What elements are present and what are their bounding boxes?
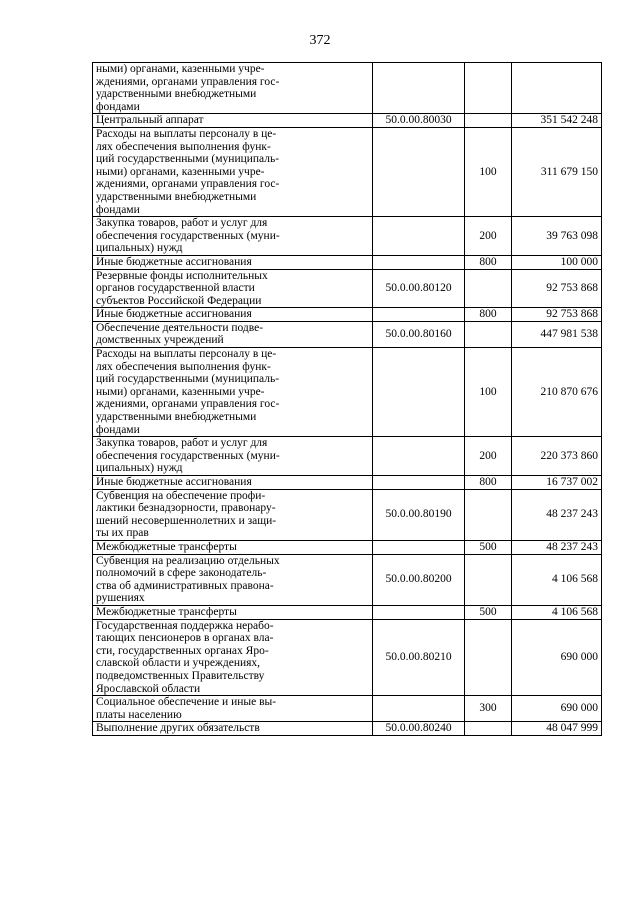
row-name-cell (93, 554, 373, 605)
row-name-cell (93, 540, 373, 554)
table-row (93, 114, 602, 128)
table-row (93, 619, 602, 696)
table-row (93, 255, 602, 269)
table-row (93, 605, 602, 619)
row-expense-kind-cell (465, 114, 512, 128)
row-expense-kind-cell (465, 540, 512, 554)
row-amount-text: 351 542 248 (540, 114, 598, 127)
row-amount-cell (512, 114, 602, 128)
row-amount-cell (512, 269, 602, 308)
row-code-cell (373, 476, 465, 490)
table-row (93, 217, 602, 256)
row-name-cell (93, 696, 373, 722)
row-expense-kind-cell (465, 217, 512, 256)
row-expense-kind-cell (465, 554, 512, 605)
row-amount-text: 311 679 150 (540, 165, 598, 178)
table-row (93, 476, 602, 490)
budget-table-body (93, 63, 602, 736)
row-expense-kind-text: 100 (479, 165, 497, 178)
row-code-cell (373, 722, 465, 736)
row-expense-kind-cell (465, 63, 512, 114)
row-amount-text: 48 047 999 (546, 722, 598, 735)
row-name-cell (93, 217, 373, 256)
row-name-text: Закупка товаров, работ и услуг для обеспечения государственных (муни- ципальных) нужд (96, 437, 280, 475)
row-name-cell (93, 308, 373, 322)
row-name-cell (93, 255, 373, 269)
row-expense-kind-cell (465, 489, 512, 540)
row-expense-kind-text: 200 (479, 229, 497, 242)
row-amount-cell (512, 619, 602, 696)
row-name-cell (93, 722, 373, 736)
row-code-cell (373, 308, 465, 322)
row-name-cell (93, 321, 373, 347)
row-code-cell (373, 696, 465, 722)
row-expense-kind-cell (465, 619, 512, 696)
row-expense-kind-text: 800 (479, 308, 497, 321)
row-amount-cell (512, 321, 602, 347)
row-amount-text: 92 753 868 (546, 308, 598, 321)
row-expense-kind-cell (465, 269, 512, 308)
row-amount-text: 220 373 860 (540, 449, 598, 462)
row-amount-cell (512, 554, 602, 605)
row-amount-cell (512, 489, 602, 540)
row-name-cell (93, 114, 373, 128)
row-name-cell (93, 476, 373, 490)
row-amount-cell (512, 540, 602, 554)
row-amount-text: 690 000 (560, 702, 598, 715)
row-expense-kind-cell (465, 476, 512, 490)
row-amount-cell (512, 308, 602, 322)
row-name-text: Субвенция на обеспечение профи- лактики безнадзорности, правонару- шений несовершеннолетних и защи- ты их прав (96, 489, 277, 540)
row-code-cell (373, 540, 465, 554)
row-name-text: Иные бюджетные ассигнования (96, 308, 252, 321)
row-code-text: 50.0.00.80200 (385, 573, 452, 586)
row-expense-kind-cell (465, 605, 512, 619)
row-code-cell (373, 255, 465, 269)
row-code-text: 50.0.00.80190 (385, 508, 452, 521)
row-name-cell (93, 348, 373, 437)
row-amount-text: 48 237 243 (546, 540, 598, 553)
table-row (93, 696, 602, 722)
row-name-text: Центральный аппарат (96, 114, 204, 127)
row-name-text: Закупка товаров, работ и услуг для обеспечения государственных (муни- ципальных) нужд (96, 217, 280, 255)
table-row (93, 321, 602, 347)
table-row (93, 489, 602, 540)
row-code-cell (373, 348, 465, 437)
row-expense-kind-text: 500 (479, 540, 497, 553)
row-name-text: Государственная поддержка нерабо- тающих пенсионеров в органах вла- сти, государственных органах Яро- славской области и учреждениях, подведомственных Правительству Ярославской области (96, 619, 274, 695)
row-expense-kind-cell (465, 127, 512, 216)
row-code-text: 50.0.00.80160 (385, 328, 452, 341)
row-code-text: 50.0.00.80030 (385, 114, 452, 127)
row-name-text: Социальное обеспечение и иные вы- платы населению (96, 696, 277, 721)
row-amount-cell (512, 217, 602, 256)
budget-table (92, 62, 602, 736)
row-amount-text: 16 737 002 (546, 476, 598, 488)
row-name-text: Расходы на выплаты персоналу в це- лях обеспечения выполнения функ- ций государственными (муниципаль- ными) органами, казенными учре- ждениями, органами управления гос- ударственными внебюджетными фондами (96, 127, 280, 216)
row-name-text: Межбюджетные трансферты (96, 605, 237, 618)
row-amount-cell (512, 348, 602, 437)
row-name-text: ными) органами, казенными учре- ждениями, органами управления гос- ударственными внебюджетными фондами (96, 63, 280, 113)
table-row (93, 722, 602, 736)
row-amount-text: 4 106 568 (552, 605, 598, 618)
row-expense-kind-cell (465, 696, 512, 722)
row-name-cell (93, 63, 373, 114)
row-name-text: Иные бюджетные ассигнования (96, 255, 252, 268)
table-row (93, 127, 602, 216)
row-name-cell (93, 127, 373, 216)
row-expense-kind-text: 300 (479, 702, 497, 715)
row-code-cell (373, 489, 465, 540)
table-row (93, 269, 602, 308)
row-name-text: Межбюджетные трансферты (96, 540, 237, 553)
row-amount-cell (512, 476, 602, 490)
row-expense-kind-text: 800 (479, 476, 497, 488)
page-number: 372 (309, 33, 331, 48)
row-expense-kind-cell (465, 437, 512, 476)
row-amount-cell (512, 437, 602, 476)
row-expense-kind-text: 800 (479, 255, 497, 268)
row-amount-text: 100 000 (560, 255, 598, 268)
row-amount-text: 210 870 676 (540, 385, 598, 398)
row-expense-kind-text: 500 (479, 605, 497, 618)
row-code-cell (373, 217, 465, 256)
row-code-cell (373, 269, 465, 308)
row-code-cell (373, 437, 465, 476)
row-code-cell (373, 605, 465, 619)
row-amount-text: 92 753 868 (546, 282, 598, 295)
row-amount-cell (512, 127, 602, 216)
row-code-cell (373, 63, 465, 114)
row-code-cell (373, 127, 465, 216)
row-code-text: 50.0.00.80120 (385, 282, 452, 295)
row-amount-cell (512, 722, 602, 736)
row-code-text: 50.0.00.80240 (385, 722, 452, 735)
row-expense-kind-text: 200 (479, 449, 497, 462)
row-code-cell (373, 114, 465, 128)
row-amount-text: 690 000 (560, 651, 598, 664)
row-code-cell (373, 554, 465, 605)
row-code-text: 50.0.00.80210 (385, 651, 452, 664)
row-name-text: Иные бюджетные ассигнования (96, 476, 252, 488)
row-amount-cell (512, 63, 602, 114)
row-amount-text: 4 106 568 (552, 573, 598, 586)
row-amount-cell (512, 696, 602, 722)
table-row (93, 308, 602, 322)
row-amount-text: 48 237 243 (546, 508, 598, 521)
row-name-text: Расходы на выплаты персоналу в це- лях обеспечения выполнения функ- ций государственными (муниципаль- ными) органами, казенными учре- ждениями, органами управления гос- ударственными внебюджетными фондами (96, 348, 280, 436)
row-code-cell (373, 321, 465, 347)
row-name-text: Субвенция на реализацию отдельных полномочий в сфере законодатель- ства об административных правона- рушениях (96, 554, 280, 605)
row-expense-kind-cell (465, 321, 512, 347)
table-row (93, 437, 602, 476)
row-name-cell (93, 269, 373, 308)
row-expense-kind-cell (465, 255, 512, 269)
row-amount-cell (512, 255, 602, 269)
row-expense-kind-cell (465, 722, 512, 736)
row-expense-kind-text: 100 (479, 385, 497, 398)
row-name-cell (93, 619, 373, 696)
row-name-text: Резервные фонды исполнительных органов государственной власти субъектов Российской Федерации (96, 269, 268, 307)
table-row (93, 540, 602, 554)
table-row (93, 63, 602, 114)
row-name-cell (93, 437, 373, 476)
row-name-cell (93, 489, 373, 540)
row-amount-text: 447 981 538 (540, 328, 598, 341)
row-name-text: Обеспечение деятельности подве- домственных учреждений (96, 321, 264, 347)
row-code-cell (373, 619, 465, 696)
row-name-text: Выполнение других обязательств (96, 722, 260, 735)
row-name-cell (93, 605, 373, 619)
row-amount-cell (512, 605, 602, 619)
row-expense-kind-cell (465, 348, 512, 437)
table-row (93, 348, 602, 437)
row-amount-text: 39 763 098 (546, 229, 598, 242)
row-expense-kind-cell (465, 308, 512, 322)
table-row (93, 554, 602, 605)
